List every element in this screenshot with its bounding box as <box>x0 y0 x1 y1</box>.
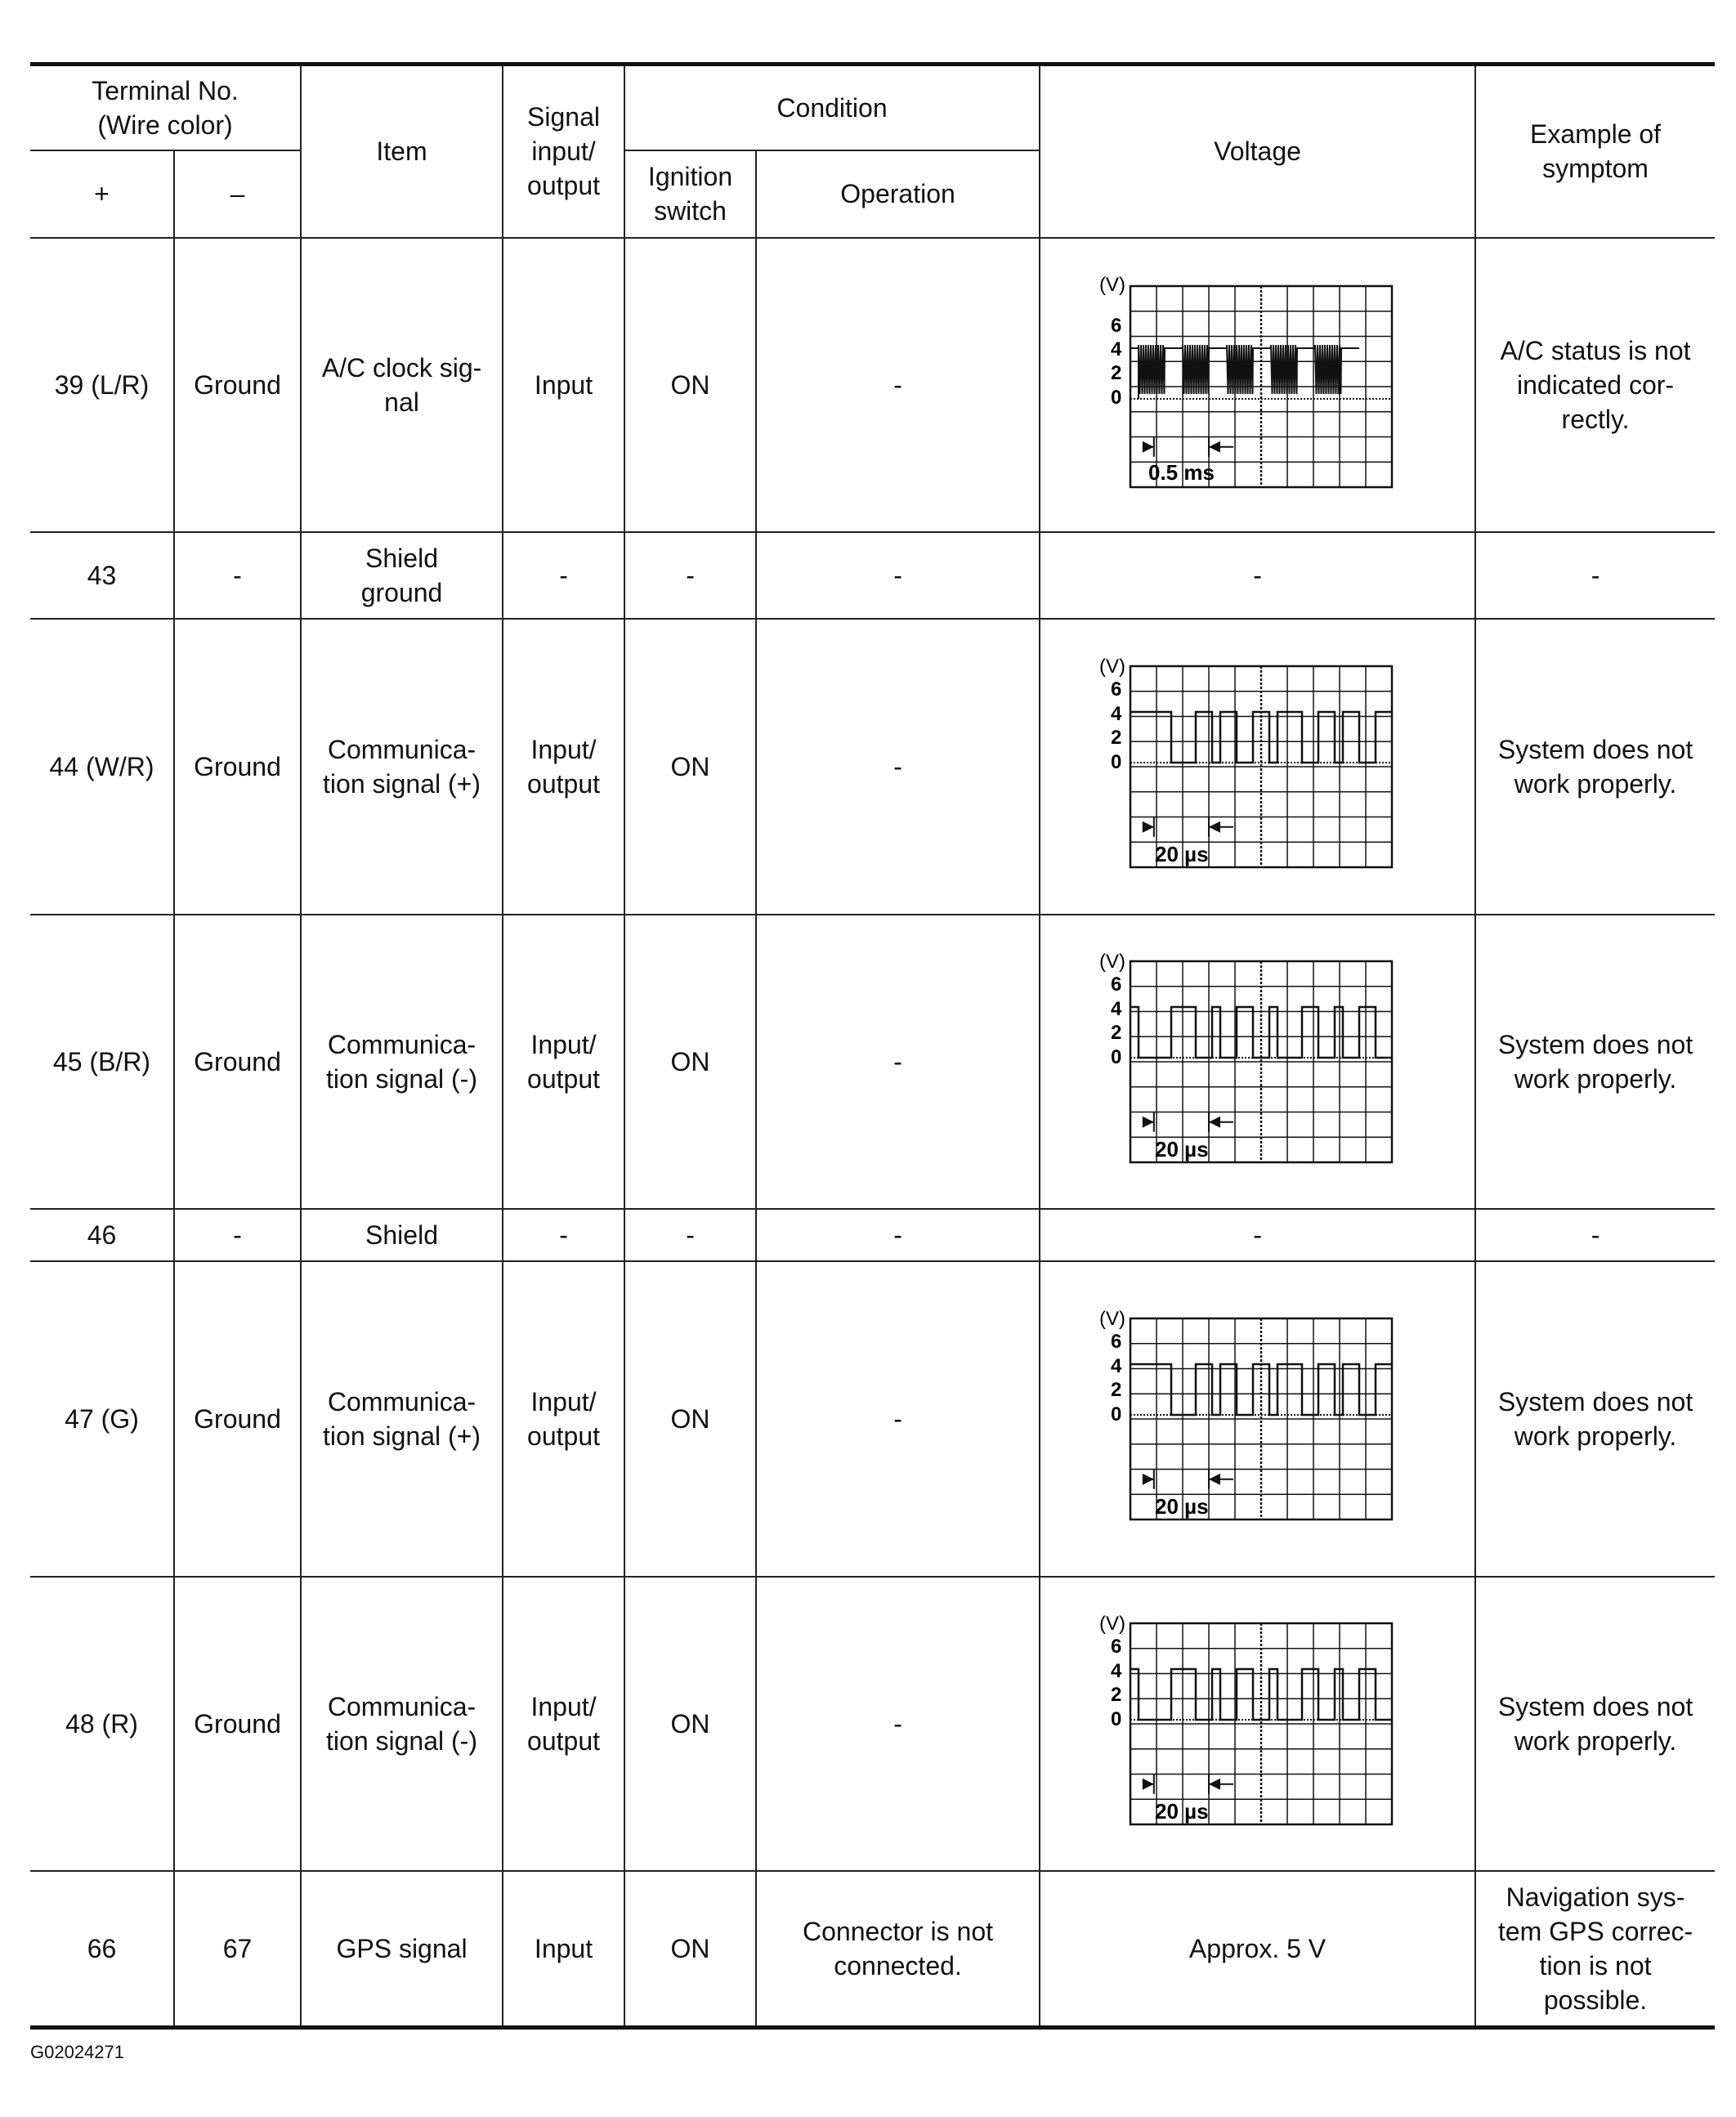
scope-tick-4: 4 <box>1110 702 1121 725</box>
header-signal-io: Signal input/ output <box>503 65 624 238</box>
table-row <box>30 619 1715 915</box>
scope-unit-label: (V) <box>1098 656 1125 678</box>
terminal-minus: Ground <box>174 915 301 1209</box>
voltage-cell: Approx. 5 V <box>1040 1871 1475 2028</box>
voltage-cell <box>1040 238 1475 532</box>
header-ignition-switch: Ignition switch <box>624 150 756 238</box>
item-cell: Shield <box>301 1209 503 1261</box>
terminal-plus: 46 <box>30 1209 174 1261</box>
operation-cell: - <box>756 238 1040 532</box>
scope-grid <box>1130 1318 1392 1519</box>
header-condition: Condition <box>624 65 1040 150</box>
scope-unit-label: (V) <box>1098 1308 1125 1330</box>
operation-cell: - <box>756 1261 1040 1577</box>
scope-tick-2: 2 <box>1110 726 1121 749</box>
header-minus: – <box>174 150 301 238</box>
table-row <box>30 238 1715 532</box>
voltage-cell: - <box>1040 532 1475 619</box>
scope-y-axis <box>1099 1613 1125 1730</box>
signal-io-cell: - <box>503 532 624 619</box>
scope-time-div-label: 20 µs <box>1154 1136 1209 1161</box>
scope-tick-4: 4 <box>1110 1659 1121 1682</box>
scope-tick-6: 6 <box>1110 314 1121 337</box>
operation-cell: - <box>756 532 1040 619</box>
scope-tick-2: 2 <box>1110 1378 1121 1401</box>
terminal-minus: Ground <box>174 619 301 915</box>
waveform-scope-47 <box>1094 1309 1421 1529</box>
operation-cell: - <box>756 915 1040 1209</box>
table-row <box>30 532 1715 619</box>
scope-time-div-label: 20 µs <box>1154 1493 1209 1519</box>
terminal-minus: - <box>174 1209 301 1261</box>
ignition-cell: ON <box>624 1261 756 1577</box>
symptom-cell: Navigation sys- tem GPS correc- tion is not possible. <box>1475 1871 1715 2028</box>
scope-waveform <box>1130 345 1359 399</box>
terminal-plus: 45 (B/R) <box>30 915 174 1209</box>
terminal-plus: 66 <box>30 1871 174 2028</box>
scope-tick-4: 4 <box>1110 997 1121 1020</box>
table-row <box>30 1871 1715 2028</box>
symptom-cell: - <box>1475 532 1715 619</box>
signal-io-cell: Input <box>503 1871 624 2028</box>
terminal-minus: - <box>174 532 301 619</box>
header-symptom: Example of symptom <box>1475 65 1715 238</box>
scope-grid <box>1130 1623 1392 1824</box>
scope-time-div-label: 0.5 ms <box>1148 459 1215 485</box>
operation-cell: Connector is not connected. <box>756 1871 1040 2028</box>
item-cell: A/C clock sig- nal <box>301 238 503 532</box>
symptom-cell: System does not work properly. <box>1475 915 1715 1209</box>
terminal-plus: 39 (L/R) <box>30 238 174 532</box>
ignition-cell: ON <box>624 915 756 1209</box>
scope-tick-0: 0 <box>1110 386 1121 409</box>
symptom-cell: System does not work properly. <box>1475 619 1715 915</box>
scope-tick-6: 6 <box>1110 973 1121 996</box>
signal-io-cell: Input/ output <box>503 1261 624 1577</box>
voltage-cell <box>1040 915 1475 1209</box>
scope-unit-label: (V) <box>1098 1613 1125 1635</box>
terminal-table <box>30 62 1715 2030</box>
scope-tick-2: 2 <box>1110 1021 1121 1044</box>
scope-tick-6: 6 <box>1110 678 1121 700</box>
symptom-cell: System does not work properly. <box>1475 1261 1715 1577</box>
item-cell: Communica- tion signal (-) <box>301 1577 503 1871</box>
waveform-scope-48 <box>1094 1613 1421 1834</box>
header-operation: Operation <box>756 150 1040 238</box>
signal-io-cell: Input <box>503 238 624 532</box>
scope-tick-4: 4 <box>1110 338 1121 360</box>
item-cell: Communica- tion signal (+) <box>301 1261 503 1577</box>
item-cell: Communica- tion signal (+) <box>301 619 503 915</box>
terminal-minus: Ground <box>174 238 301 532</box>
table-row <box>30 1577 1715 1871</box>
scope-unit-label: (V) <box>1098 274 1125 296</box>
signal-io-cell: Input/ output <box>503 915 624 1209</box>
ignition-cell: ON <box>624 1871 756 2028</box>
item-cell: Shield ground <box>301 532 503 619</box>
ignition-cell: - <box>624 1209 756 1261</box>
scope-tick-6: 6 <box>1110 1635 1121 1658</box>
operation-cell: - <box>756 1577 1040 1871</box>
scope-y-axis <box>1099 656 1125 773</box>
terminal-plus: 48 (R) <box>30 1577 174 1871</box>
scope-tick-0: 0 <box>1110 1045 1121 1068</box>
table-row <box>30 1209 1715 1261</box>
waveform-scope-39 <box>1094 275 1421 495</box>
waveform-scope-45 <box>1094 951 1421 1172</box>
header-terminal-no: Terminal No. (Wire color) <box>30 65 301 150</box>
scope-y-axis <box>1099 275 1125 409</box>
item-cell: Communica- tion signal (-) <box>301 915 503 1209</box>
table-row <box>30 915 1715 1209</box>
scope-tick-0: 0 <box>1110 1707 1121 1730</box>
terminal-plus: 47 (G) <box>30 1261 174 1577</box>
scope-y-axis <box>1099 1309 1125 1426</box>
scope-tick-4: 4 <box>1110 1354 1121 1377</box>
symptom-cell: A/C status is not indicated cor- rectly. <box>1475 238 1715 532</box>
scope-tick-6: 6 <box>1110 1330 1121 1353</box>
voltage-cell <box>1040 619 1475 915</box>
voltage-cell <box>1040 1577 1475 1871</box>
table-row <box>30 1261 1715 1577</box>
figure-id: G02024271 <box>30 2042 124 2062</box>
signal-io-cell: Input/ output <box>503 1577 624 1871</box>
header-voltage: Voltage <box>1040 65 1475 238</box>
scope-tick-2: 2 <box>1110 1683 1121 1706</box>
header-item: Item <box>301 65 503 238</box>
signal-io-cell: - <box>503 1209 624 1261</box>
header-plus: + <box>30 150 174 238</box>
scope-tick-2: 2 <box>1110 361 1121 384</box>
operation-cell: - <box>756 1209 1040 1261</box>
scope-tick-0: 0 <box>1110 1403 1121 1426</box>
waveform-scope-44 <box>1094 656 1421 877</box>
ignition-cell: ON <box>624 238 756 532</box>
voltage-cell <box>1040 1261 1475 1577</box>
voltage-cell: - <box>1040 1209 1475 1261</box>
ignition-cell: ON <box>624 1577 756 1871</box>
ignition-cell: ON <box>624 619 756 915</box>
terminal-plus: 44 (W/R) <box>30 619 174 915</box>
terminal-minus: Ground <box>174 1261 301 1577</box>
scope-grid <box>1130 961 1392 1162</box>
ignition-cell: - <box>624 532 756 619</box>
scope-grid <box>1130 286 1392 487</box>
scope-time-div-label: 20 µs <box>1154 841 1209 866</box>
scope-time-div-label: 20 µs <box>1154 1798 1209 1824</box>
symptom-cell: - <box>1475 1209 1715 1261</box>
signal-io-cell: Input/ output <box>503 619 624 915</box>
scope-tick-0: 0 <box>1110 750 1121 773</box>
scope-unit-label: (V) <box>1098 951 1125 973</box>
symptom-cell: System does not work properly. <box>1475 1577 1715 1871</box>
operation-cell: - <box>756 619 1040 915</box>
item-cell: GPS signal <box>301 1871 503 2028</box>
terminal-minus: Ground <box>174 1577 301 1871</box>
scope-grid <box>1130 666 1392 867</box>
terminal-minus: 67 <box>174 1871 301 2028</box>
scope-y-axis <box>1099 951 1125 1068</box>
terminal-plus: 43 <box>30 532 174 619</box>
